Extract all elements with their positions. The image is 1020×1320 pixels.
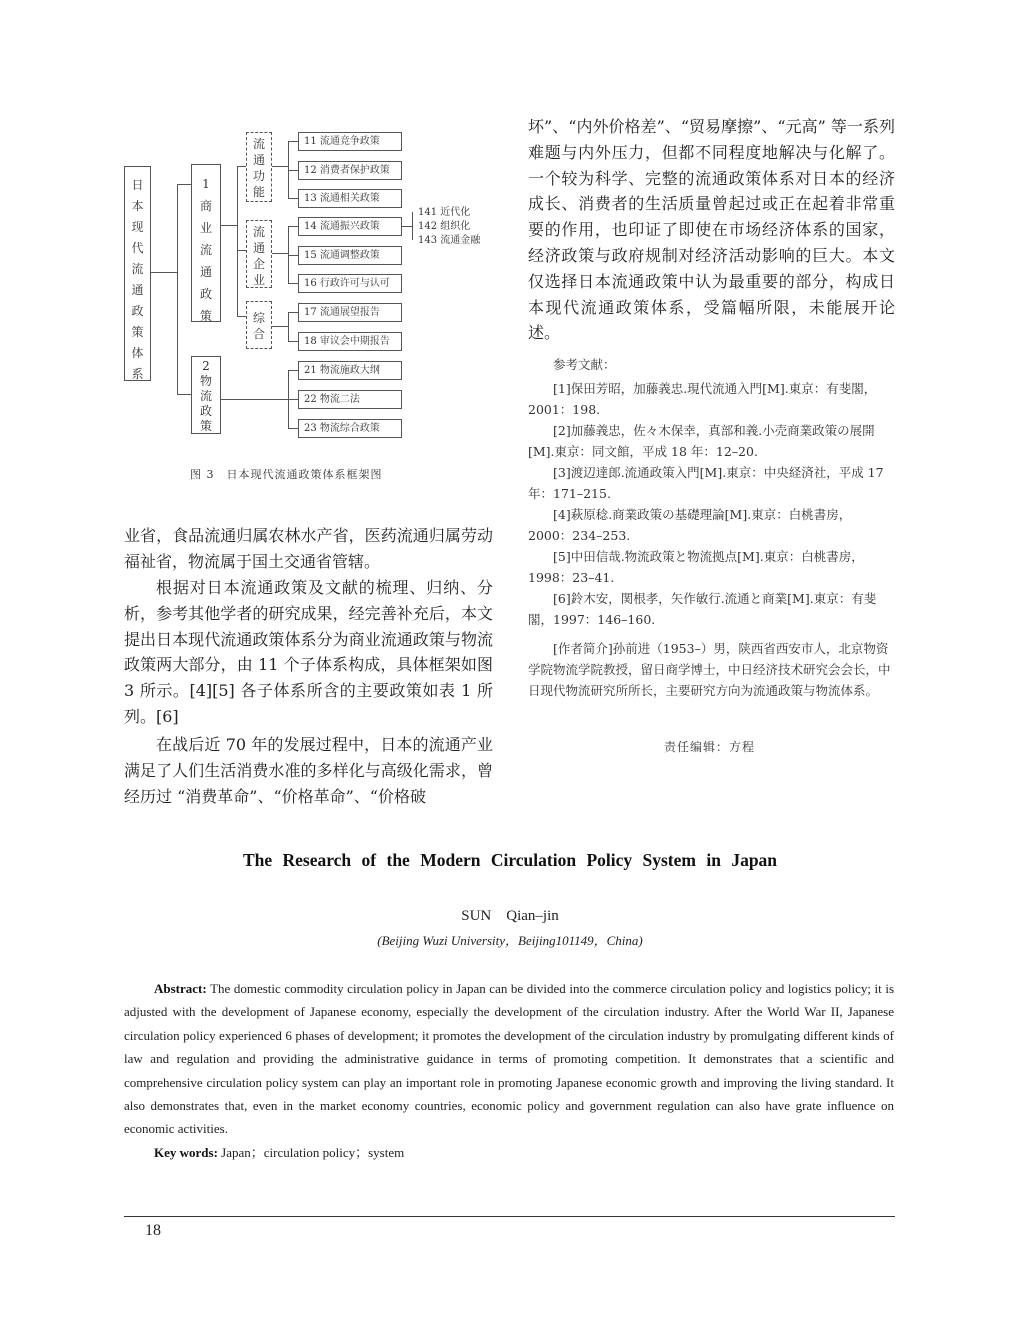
diagram-group-function-label: 流通功能	[252, 137, 265, 199]
left-paragraph-1: 业省，食品流通归属农林水产省，医药流通归属劳动福祉省，物流属于国土交通省管辖。	[124, 526, 493, 571]
references-heading: 参考文献：	[553, 357, 616, 372]
diagram-branch-commerce	[191, 164, 221, 322]
english-affiliation: (Beijing Wuzi University，Beijing101149，China)	[377, 933, 643, 948]
reference-item: [6]鈴木安，関根孝，矢作敏行.流通と商業[M].東京：有斐閣，1997：146–160.	[528, 591, 877, 627]
diagram-leaf: 15 流通调整政策	[298, 246, 402, 265]
footer-rule	[124, 1216, 895, 1217]
diagram-leaf: 23 物流综合政策	[298, 419, 402, 438]
figure-caption: 图 3 日本现代流通政策体系框架图	[190, 468, 383, 481]
diagram-leaf: 13 流通相关政策	[298, 189, 402, 208]
diagram-leaf: 22 物流二法	[298, 390, 402, 409]
reference-item: [2]加藤義忠，佐々木保幸，真部和義.小売商業政策の展開[M].東京：同文館，平成 18 年：12–20.	[528, 423, 875, 459]
diagram-leaf: 18 审议会中期报告	[298, 332, 402, 351]
diagram-group-enterprise-label: 流通企业	[252, 225, 265, 287]
diagram-branch-logistics	[191, 356, 221, 434]
keywords-text: Japan；circulation policy；system	[221, 1144, 405, 1160]
left-paragraph-2: 根据对日本流通政策及文献的梳理、归纳、分析，参考其他学者的研究成果，经完善补充后，本文提出日本现代流通政策体系分为商业流通政策与物流政策两大部分，由 11 个子体系构成，具体框架如图 3 所示。[4][5] 各子体系所含的主要政策如表 1 所列。[6]	[124, 578, 493, 726]
diagram-group-enterprise	[246, 220, 272, 288]
diagram-group-comprehensive-label: 综合	[252, 311, 265, 341]
policy-framework-diagram	[0, 0, 520, 481]
diagram-leaf: 17 流通展望报告	[298, 303, 402, 322]
right-paragraph-1: 坏”、“内外价格差”、“贸易摩擦”、“元高” 等一系列难题与内外压力，但都不同程度地解决与化解了。一个较为科学、完整的流通政策体系对日本的经济成长、消费者的生活质量曾起过或正在起着非常重要的作用，也印证了即使在市场经济体系的国家，经济政策与政府规制对经济活动影响的巨大。本文仅选择日本流通政策中认为最重要的部分，构成日本现代流通政策体系，受篇幅所限，未能展开论述。	[528, 117, 895, 343]
english-abstract	[124, 977, 894, 1164]
reference-item: [5]中田信哉.物流政策と物流拠点[M].東京：白桃書房，1998：23–41.	[528, 549, 864, 585]
page-number: 18	[145, 1222, 161, 1239]
reference-item: [3]渡辺達郎.流通政策入門[M].東京：中央経済社，平成 17 年：171–215.	[528, 465, 884, 501]
references	[528, 354, 895, 701]
reference-item: [4]萩原稔.商業政策の基礎理論[M].東京：白桃書房，2000：234–253.	[528, 507, 852, 543]
diagram-sub-item: 142 组织化	[418, 221, 471, 232]
keywords-label: Key words:	[154, 1144, 218, 1160]
author-note: [作者简介]孙前进（1953–）男，陕西省西安市人，北京物资学院物流学院教授，留日商学博士，中日经济技术研究会会长，中日现代物流研究所所长，主要研究方向为流通政策与物流体系。	[528, 641, 891, 698]
diagram-root-label: 日本现代流通政策体系	[131, 178, 144, 381]
diagram-leaf: 12 消费者保护政策	[298, 161, 402, 180]
diagram-leaf: 14 流通振兴政策	[298, 217, 402, 236]
diagram-sub-item: 141 近代化	[418, 207, 471, 218]
diagram-sub-item: 143 流通金融	[418, 235, 481, 246]
diagram-branch-logistics-label: 2物流政策	[199, 359, 212, 433]
english-author: SUN Qian–jin	[461, 908, 559, 924]
left-paragraph-3: 在战后近 70 年的发展过程中，日本的流通产业满足了人们生活消费水准的多样化与高级化需求，曾经历过 “消费革命”、“价格革命”、“价格破	[124, 735, 493, 806]
diagram-leaf: 16 行政许可与认可	[298, 274, 402, 293]
diagram-root-box	[124, 166, 151, 381]
abstract-text: The domestic commodity circulation policy in Japan can be divided into the commerce circulation policy and logistics policy; it is adjusted with the development of Japanese economy, especially the development of the circulation industry. After the World War II, Japanese circulation policy experienced 6 phases of development; it promotes the development of the circulation industry by promulgating different kinds of law and regulation and providing the administrative guidance in terms of promoting competition. It demonstrates that a scientific and comprehensive circulation policy system can play an important role in promoting Japanese economic growth and improving the living standard. It also demonstrates that, even in the market economy countries, economic policy and government regulation can also have grate influence on economic activities.	[124, 981, 895, 1137]
diagram-leaf: 11 流通竞争政策	[298, 132, 402, 151]
diagram-group-comprehensive	[246, 301, 272, 349]
diagram-leaf: 21 物流施政大纲	[298, 361, 402, 380]
diagram-branch-commerce-label: 1商业流通政策	[199, 177, 212, 323]
reference-item: [1]保田芳昭，加藤義忠.現代流通入門[M].東京：有斐閣，2001：198.	[528, 381, 877, 417]
abstract-label: Abstract:	[154, 981, 207, 996]
diagram-group-function	[246, 132, 272, 202]
editor-credit: 责任编辑：方程	[664, 740, 756, 754]
english-title: The Research of the Modern Circulation Policy System in Japan	[242, 850, 778, 870]
